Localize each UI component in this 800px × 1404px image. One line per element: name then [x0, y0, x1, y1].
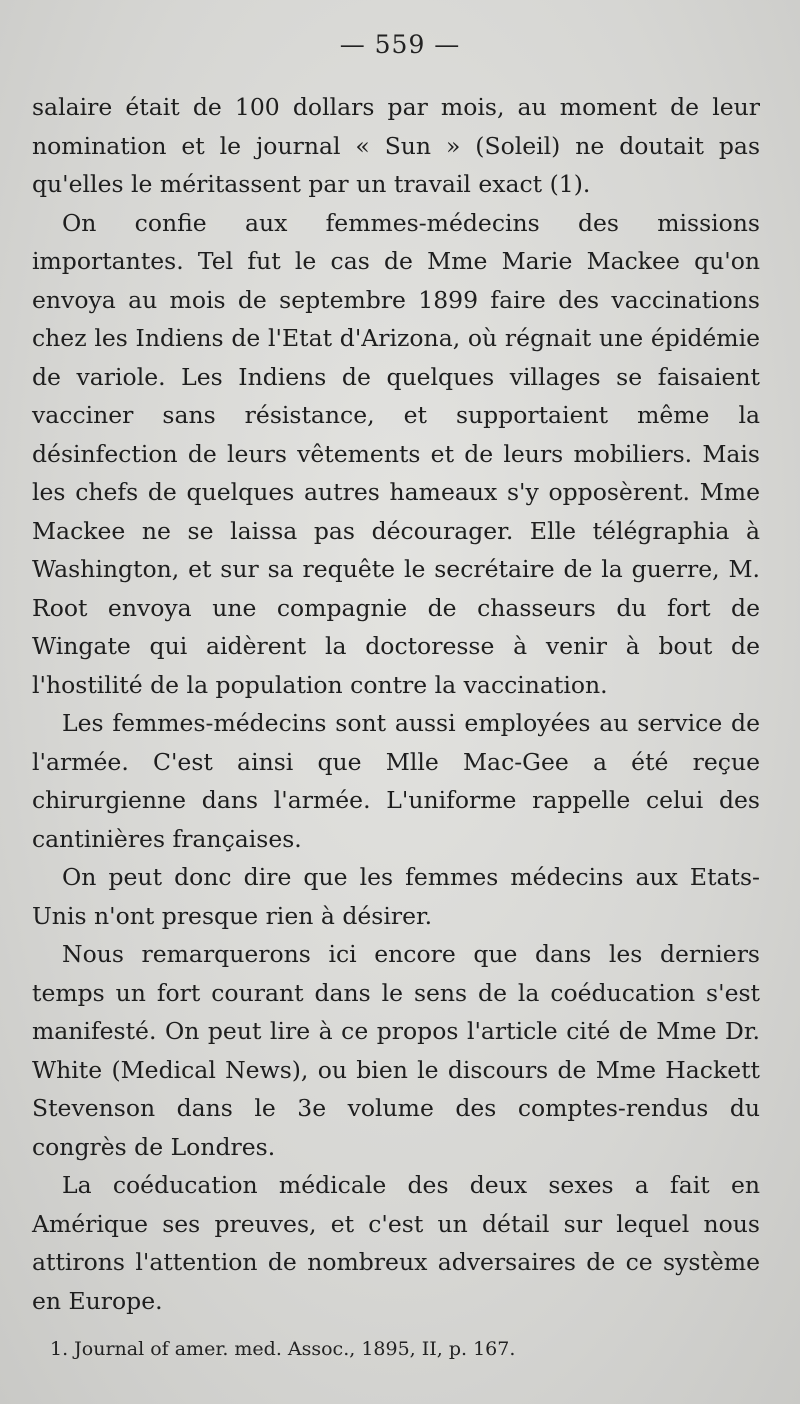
paragraph-1: salaire était de 100 dollars par mois, au moment de leur nomination et le journal « Sun » (Soleil) ne doutait pas qu'elles le méritassent par un travail exact (1). [32, 93, 760, 198]
paragraph-2: On confie aux femmes-médecins des missions importantes. Tel fut le cas de Mme Marie Mackee qu'on envoya au mois de septembre 1899 faire des vaccinations chez les Indiens de l'Etat d'Arizona, où régnait une épidémie de variole. Les Indiens de quelques villages se faisaient vacciner sans résistance, et supportaient même la désinfection de leurs vêtements et de leurs mobiliers. Mais les chefs de quelques autres hameaux s'y opposèrent. Mme Mackee ne se laissa pas décourager. Elle télégraphia à Washington, et sur sa requête le secrétaire de la guerre, M. Root envoya une compagnie de chasseurs du fort de Wingate qui aidèrent la doctoresse à venir à bout de l'hostilité de la population contre la vaccination. [32, 208, 760, 699]
paragraph-5: Nous remarquerons ici encore que dans les derniers temps un fort courant dans le sens de la coéducation s'est manifesté. On peut lire à ce propos l'article cité de Mme Dr. White (Medical News), ou bien le discours de Mme Hackett Stevenson dans le 3e volume des comptes-rendus du congrès de Londres. [32, 940, 760, 1161]
paragraph-3: Les femmes-médecins sont aussi employées au service de l'armée. C'est ainsi que Mlle Mac-Gee a été reçue chirurgienne dans l'armée. L'uniforme rappelle celui des cantinières françaises. [32, 709, 760, 853]
paragraph-4: On peut donc dire que les femmes médecins aux Etats-Unis n'ont presque rien à désirer. [32, 863, 760, 930]
body-text [32, 88, 760, 1320]
paragraph-6: La coéducation médicale des deux sexes a fait en Amérique ses preuves, et c'est un détail sur lequel nous attirons l'attention de nombreux adversaires de ce système en Europe. [32, 1171, 760, 1315]
page-number: — 559 — [339, 30, 461, 59]
footnote: 1. Journal of amer. med. Assoc., 1895, II, p. 167. [50, 1338, 516, 1360]
